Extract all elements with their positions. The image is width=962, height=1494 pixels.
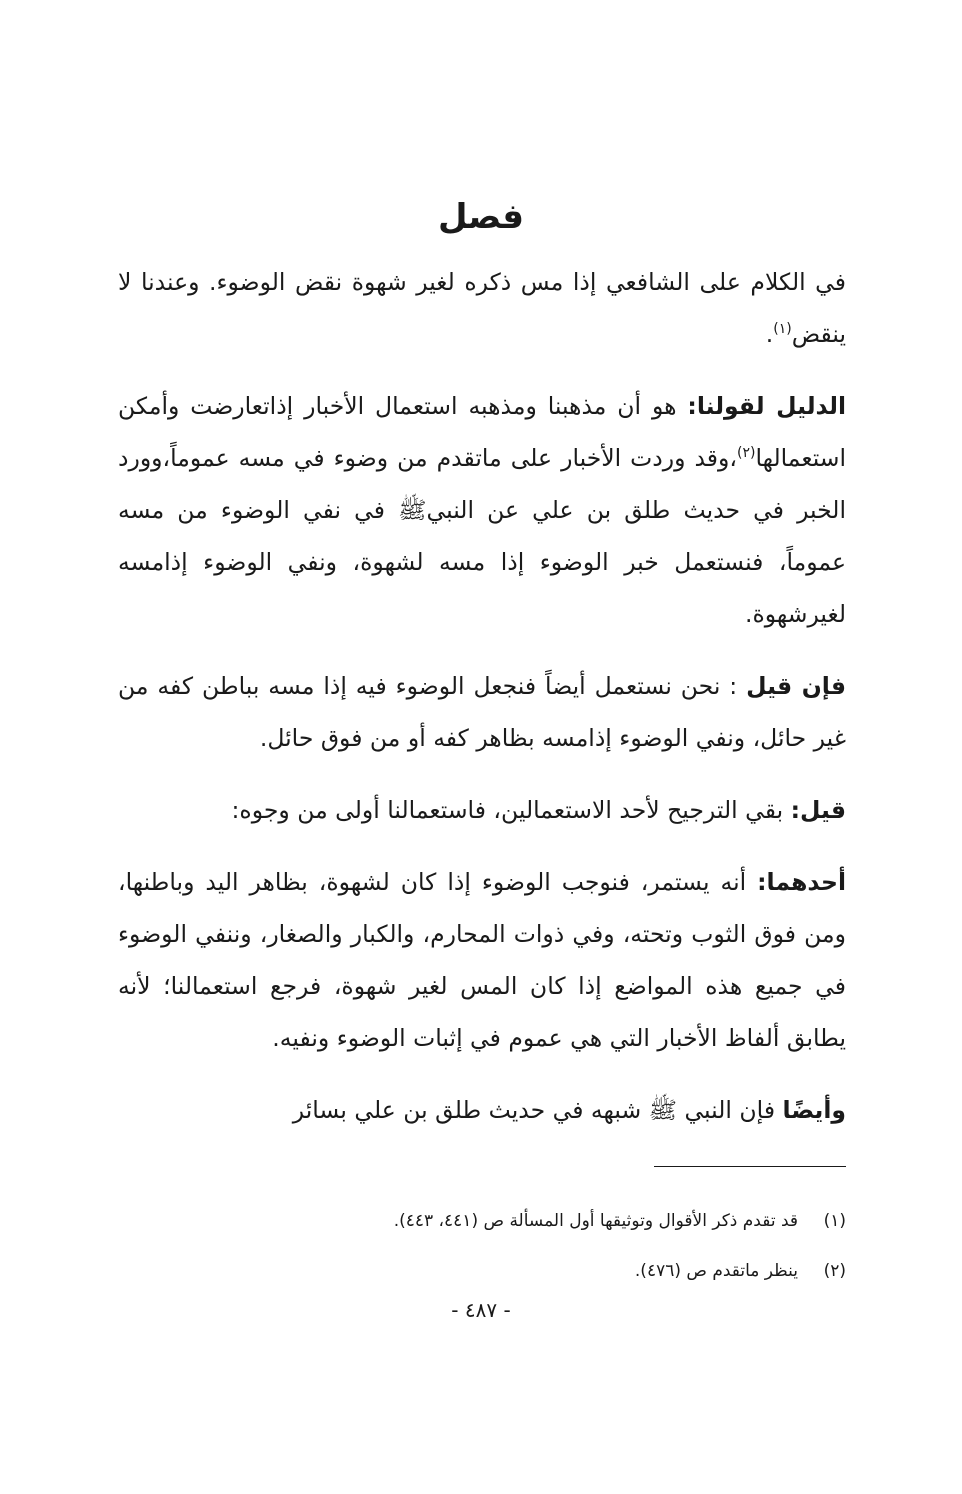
paragraph-text: فإن النبي ﷺ شبهه في حديث طلق بن علي بسائر (292, 1096, 783, 1124)
paragraph-5 (118, 856, 846, 1064)
footnotes (118, 1196, 846, 1296)
paragraph-lead: قيل: (790, 796, 846, 824)
body-text (118, 256, 846, 1156)
paragraph-3 (118, 660, 846, 764)
paragraph-tail: ،وقد وردت الأخبار على ماتقدم من وضوء في مسه عموماً،وورد الخبر في حديث طلق بن علي عن النبيﷺ في نفي الوضوء من مسه عموماً، فنستعمل خبر الوضوء إذا مسه لشهوة، ونفي الوضوء إذامسه لغيرشهوة. (118, 444, 846, 628)
footnote-text: ينظر ماتقدم ص (٤٧٦). (634, 1261, 798, 1281)
paragraph-lead: الدليل لقولنا: (687, 392, 846, 420)
paragraph-text: هو أن مذهبنا ومذهبه استعمال الأخبار إذاتعارضت وأمكن استعمالها (118, 392, 846, 472)
paragraph-lead: أحدهما: (757, 868, 846, 896)
section-title: فصل (437, 197, 525, 237)
paragraph-text: بقي الترجيح لأحد الاستعمالين، فاستعمالنا أولى من وجوه: (231, 796, 791, 824)
footnote-text: قد تقدم ذكر الأقوال وتوثيقها أول المسألة ص (٤٤١، ٤٤٣). (393, 1211, 798, 1231)
paragraph-lead: فإن قيل (746, 672, 846, 700)
paragraph-text: في الكلام على الشافعي إذا مس ذكره لغير شهوة نقض الوضوء. وعندنا لا ينقض (118, 268, 846, 348)
paragraph-6 (118, 1084, 846, 1136)
paragraph-1 (118, 256, 846, 360)
paragraph-4 (118, 784, 846, 836)
paragraph-text: أنه يستمر، فنوجب الوضوء إذا كان لشهوة، بظاهر اليد وباطنها، ومن فوق الثوب وتحته، وفي ذوات المحارم، والكبار والصغار، وننفي الوضوء في جميع هذه المواضع إذا كان المس لغير شهوة، فرجع استعمالنا؛ لأنه يطابق ألفاظ الأخبار التي هي عموم في إثبات الوضوء ونفيه. (118, 868, 846, 1052)
paragraph-lead: وأيضًا (782, 1096, 846, 1124)
paragraph-2 (118, 380, 846, 640)
paragraph-tail: . (765, 320, 774, 348)
footnote-ref: (١) (773, 321, 792, 338)
footnote-1 (118, 1196, 846, 1246)
footnote-divider (654, 1166, 846, 1167)
footnote-number: (١) (823, 1211, 846, 1231)
footnote-number: (٢) (823, 1261, 846, 1281)
footnote-2 (118, 1246, 846, 1296)
paragraph-text: : نحن نستعمل أيضاً فنجعل الوضوء فيه إذا مسه بباطن كفه من غير حائل، ونفي الوضوء إذامسه بظاهر كفه أو من فوق حائل. (118, 672, 846, 752)
footnote-ref: (٢) (736, 445, 756, 462)
page-number: - ٤٨٧ - (451, 1298, 511, 1322)
